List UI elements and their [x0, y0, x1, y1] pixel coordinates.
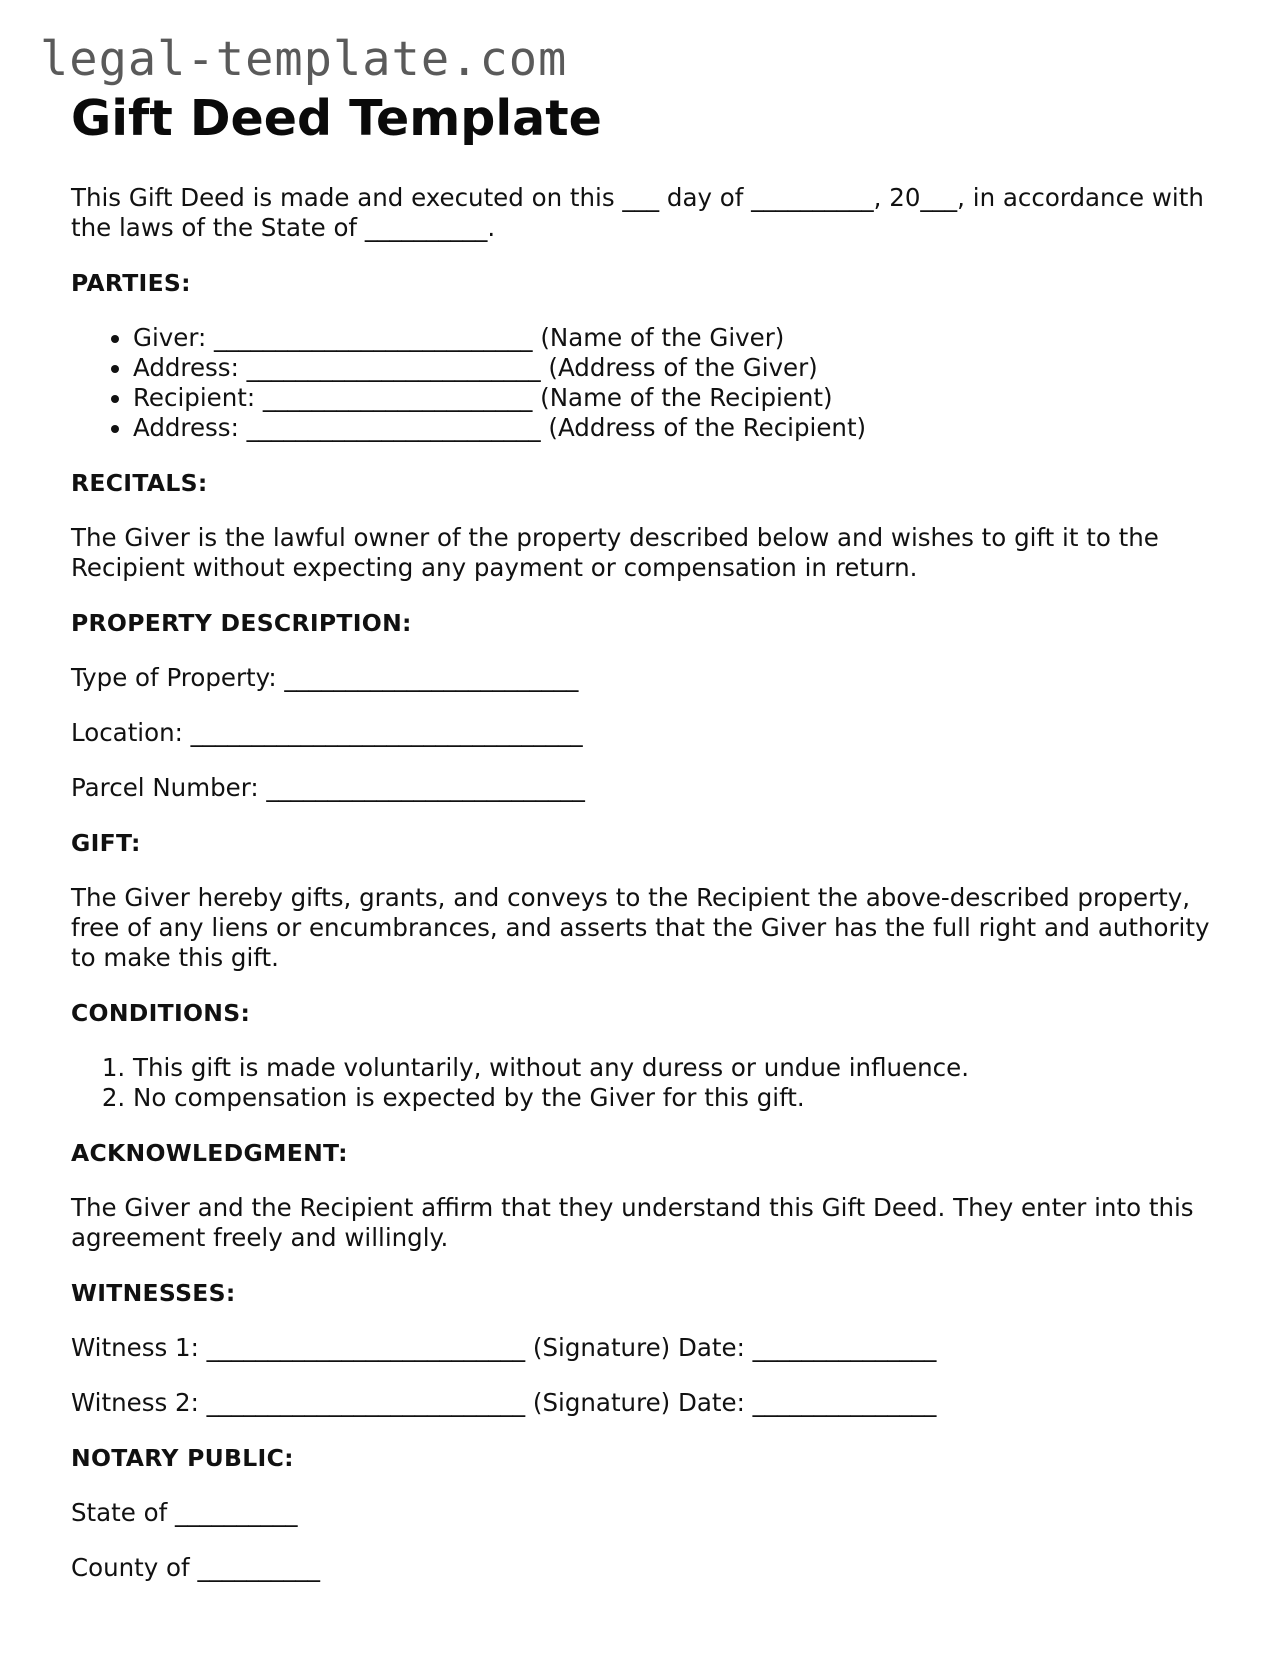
recitals-paragraph: The Giver is the lawful owner of the property described below and wishes to gift it to the Recipient without expecting any payment or compensation in return.: [71, 523, 1159, 582]
gift-paragraph: The Giver hereby gifts, grants, and conveys to the Recipient the above-described property, free of any liens or encumbrances, and asserts that the Giver has the full right and authority to make this gift.: [71, 883, 1210, 972]
list-item: • Address: ________________________ (Address of the Giver): [133, 353, 1221, 383]
conditions-heading: CONDITIONS:: [71, 999, 251, 1027]
list-item: • Address: ________________________ (Address of the Recipient): [133, 413, 1221, 443]
list-item: • Recipient: ______________________ (Name of the Recipient): [133, 383, 1221, 413]
intro-paragraph: This Gift Deed is made and executed on this ___ day of __________, 20___, in accordance with the laws of the State of __________.: [71, 183, 1204, 242]
document-title: Gift Deed Template: [71, 90, 602, 147]
acknowledgment-paragraph: The Giver and the Recipient affirm that they understand this Gift Deed. They enter into this agreement freely and willingly.: [71, 1193, 1194, 1252]
notary-county-line: County of __________: [71, 1553, 320, 1582]
document-page: [71, 88, 1221, 1608]
parties-heading: PARTIES:: [71, 269, 191, 297]
parties-list: [71, 323, 1221, 443]
property-location-field: Location: ________________________________: [71, 718, 583, 747]
conditions-list: [71, 1053, 1221, 1113]
notary-state-line: State of __________: [71, 1498, 298, 1527]
list-item: 2. No compensation is expected by the Giver for this gift.: [133, 1083, 1221, 1113]
acknowledgment-heading: ACKNOWLEDGMENT:: [71, 1139, 348, 1167]
witness-1-line: Witness 1: __________________________ (Signature) Date: _______________: [71, 1333, 937, 1362]
property-type-field: Type of Property: ________________________: [71, 663, 579, 692]
property-parcel-field: Parcel Number: __________________________: [71, 773, 585, 802]
watermark-logo: legal-template.com: [40, 32, 568, 87]
recitals-heading: RECITALS:: [71, 469, 208, 497]
property-heading: PROPERTY DESCRIPTION:: [71, 609, 412, 637]
gift-heading: GIFT:: [71, 829, 141, 857]
list-item: 1. This gift is made voluntarily, without any duress or undue influence.: [133, 1053, 1221, 1083]
list-item: • Giver: __________________________ (Name of the Giver): [133, 323, 1221, 353]
notary-heading: NOTARY PUBLIC:: [71, 1444, 294, 1472]
witness-2-line: Witness 2: __________________________ (Signature) Date: _______________: [71, 1388, 937, 1417]
witnesses-heading: WITNESSES:: [71, 1279, 236, 1307]
